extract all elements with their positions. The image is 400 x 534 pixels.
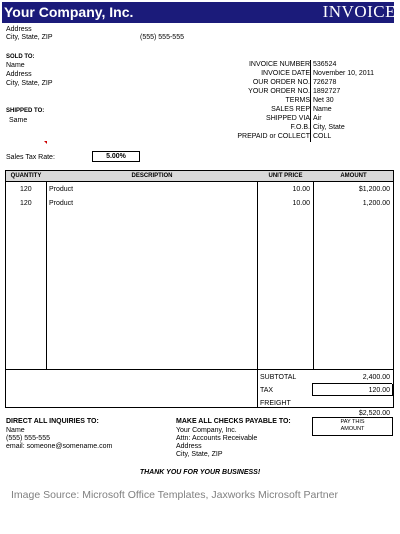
info-label: INVOICE DATE bbox=[261, 70, 310, 77]
info-label: YOUR ORDER NO. bbox=[248, 88, 310, 95]
row-qty: 120 bbox=[20, 200, 32, 207]
info-label: INVOICE NUMBER bbox=[248, 61, 310, 68]
checks-line4: City, State, ZIP bbox=[176, 451, 223, 458]
total-value: $2,520.00 bbox=[358, 410, 390, 417]
pay-this-line2: AMOUNT bbox=[340, 426, 365, 432]
tax-value: 120.00 bbox=[368, 387, 390, 394]
table-row bbox=[6, 198, 395, 210]
sold-to-name: Name bbox=[6, 62, 25, 69]
table-row bbox=[6, 184, 395, 196]
info-label: SALES REP bbox=[271, 106, 310, 113]
tax-label: TAX bbox=[260, 387, 274, 394]
inquiries-email[interactable]: email: someone@somename.com bbox=[6, 443, 113, 450]
freight-label: FREIGHT bbox=[260, 400, 291, 407]
sold-to-heading: SOLD TO: bbox=[6, 54, 35, 60]
pay-this-line1: PAY THIS bbox=[340, 419, 365, 425]
tax-box bbox=[312, 384, 393, 396]
company-address-line1: Address bbox=[6, 26, 32, 33]
header-unit-price: UNIT PRICE bbox=[268, 173, 303, 179]
info-value: COLL bbox=[313, 133, 332, 140]
row-desc: Product bbox=[49, 186, 74, 193]
info-value: Name bbox=[313, 106, 332, 113]
info-value: 1892727 bbox=[313, 88, 341, 95]
info-label: SHIPPED VIA bbox=[266, 115, 310, 122]
info-value: Air bbox=[313, 115, 322, 122]
sold-to-city: City, State, ZIP bbox=[6, 80, 53, 87]
company-name: Your Company, Inc. bbox=[4, 4, 134, 20]
document-title: INVOICE bbox=[322, 2, 396, 21]
row-amount: 1,200.00 bbox=[362, 200, 390, 207]
header-description: DESCRIPTION bbox=[131, 173, 173, 179]
info-value: Net 30 bbox=[313, 97, 334, 104]
info-divider bbox=[310, 60, 311, 142]
row-unit-price: 10.00 bbox=[292, 200, 310, 207]
inquiries-name: Name bbox=[6, 427, 25, 434]
totals-divider bbox=[257, 368, 258, 407]
info-value: City, State bbox=[313, 124, 345, 131]
info-value: 536524 bbox=[313, 61, 337, 68]
thank-you-message: THANK YOU FOR YOUR BUSINESS! bbox=[139, 469, 261, 476]
row-qty: 120 bbox=[20, 186, 32, 193]
inquiries-heading: DIRECT ALL INQUIRIES TO: bbox=[6, 418, 99, 425]
info-label: TERMS bbox=[285, 97, 310, 104]
inquiries-phone: (555) 555-555 bbox=[6, 435, 50, 442]
comment-marker bbox=[44, 141, 47, 144]
row-amount: $1,200.00 bbox=[358, 186, 390, 193]
subtotal-value: 2,400.00 bbox=[362, 374, 390, 381]
company-address-line2: City, State, ZIP bbox=[6, 34, 53, 41]
invoice-info-labels bbox=[237, 60, 310, 141]
checks-line3: Address bbox=[176, 443, 202, 450]
checks-heading: MAKE ALL CHECKS PAYABLE TO: bbox=[176, 418, 291, 425]
row-desc: Product bbox=[49, 200, 74, 207]
subtotal-label: SUBTOTAL bbox=[260, 374, 297, 381]
shipped-to-heading: SHIPPED TO: bbox=[6, 108, 45, 114]
checks-line1: Your Company, Inc. bbox=[176, 427, 237, 434]
sold-to-address: Address bbox=[6, 71, 32, 78]
info-value: 726278 bbox=[313, 79, 337, 86]
checks-line2: Attn: Accounts Receivable bbox=[176, 435, 258, 442]
info-label: OUR ORDER NO. bbox=[252, 79, 310, 86]
table-header bbox=[6, 171, 393, 182]
company-phone: (555) 555-555 bbox=[140, 34, 184, 41]
pay-this-box bbox=[312, 417, 393, 436]
invoice-info-values bbox=[313, 60, 374, 141]
image-source-caption: Image Source: Microsoft Office Templates, Jaxworks Microsoft Partner bbox=[11, 489, 338, 501]
header-amount: AMOUNT bbox=[340, 173, 367, 179]
header-quantity: QUANTITY bbox=[10, 173, 42, 179]
info-value: November 10, 2011 bbox=[313, 70, 374, 77]
row-unit-price: 10.00 bbox=[292, 186, 310, 193]
sales-tax-field[interactable]: 5.00% bbox=[92, 151, 140, 162]
sales-tax-label: Sales Tax Rate: bbox=[6, 154, 55, 161]
info-label: F.O.B. bbox=[290, 124, 310, 131]
info-label: PREPAID or COLLECT bbox=[237, 133, 310, 140]
shipped-to-value: Same bbox=[9, 117, 28, 124]
items-table bbox=[5, 170, 394, 370]
